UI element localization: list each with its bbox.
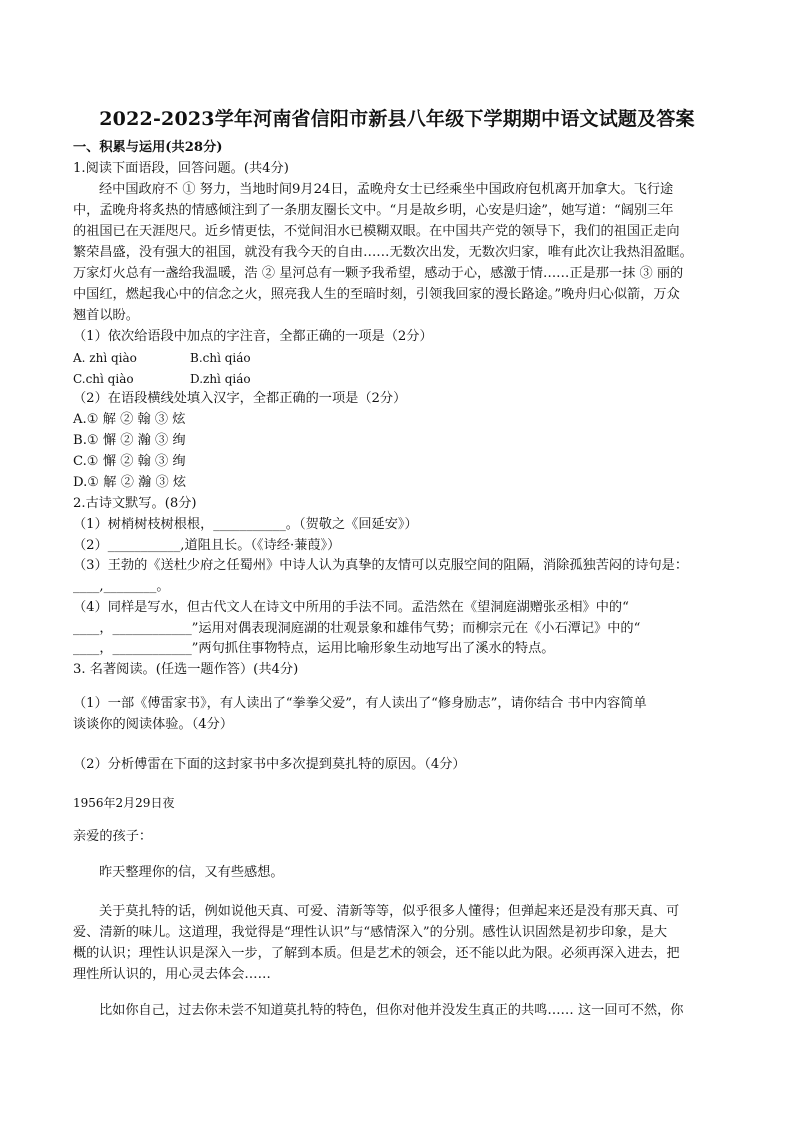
recitation-line: ____，____________”运用对偶表现洞庭湖的壮观景象和雄伟气势；而柳宗元在《小石潭记》中的“ xyxy=(73,621,641,636)
letter-date: 1956年2月29日夜 xyxy=(73,796,175,810)
passage-line: 中国红，燃起我心中的信念之火，照亮我人生的至暗时刻，引领我回家的漫长路途。”晚舟归心似箭，万众 xyxy=(73,287,680,302)
recitation-line: （1）树梢树枝树根根，___________。（贺敬之《回延安》） xyxy=(73,517,418,532)
letter-paragraph: 理性所认识的，用心灵去体会…… xyxy=(73,967,271,982)
passage-line: 中，孟晚舟将炙热的情感倾注到了一条朋友圈长文中。“月是故乡明，心安是归途”，她写道：“阔别三年 xyxy=(73,203,674,218)
passage-line: 万家灯火总有一盏给我温暖，浩 ② 星河总有一颗予我希望，感动于心，感激于情……正是那一抹 ③ 丽的 xyxy=(73,266,684,281)
sub-question-2: （2）在语段横线处填入汉字，全都正确的一项是（2分） xyxy=(73,391,407,406)
option-d: D.① 解 ② 瀚 ③ 炫 xyxy=(73,475,187,490)
letter-salutation: 亲爱的孩子： xyxy=(73,829,153,844)
sub-question-1: （1）依次给语段中加点的字注音，全都正确的一项是（2分） xyxy=(73,329,433,344)
passage-line: 繁荣昌盛，没有强大的祖国，就没有我今天的自由……无数次出发，无数次归家，唯有此次让我热泪盈眶。 xyxy=(73,245,693,260)
sub-question-1: （1）一部《傅雷家书》，有人读出了“拳拳父爱”，有人读出了“修身励志”，请你结合 书中内容简单 xyxy=(73,696,647,711)
passage-line: 经中国政府不 ① 努力，当地时间9月24日，孟晚舟女士已经乘坐中国政府包机离开加拿大。飞行途 xyxy=(99,182,674,197)
recitation-line: ____,________。 xyxy=(73,579,170,594)
letter-paragraph: 概的认识；理性认识是深入一步，了解到本质。但是艺术的领会，还不能以此为限。必须再深入进去，把 xyxy=(73,946,680,961)
option-b: B.chì qiáo xyxy=(190,351,251,365)
option-c: C.① 懈 ② 翰 ③ 绚 xyxy=(73,454,186,469)
recitation-line: （3）王勃的《送杜少府之任蜀州》中诗人认为真挚的友情可以克服空间的阻隔，消除孤独苦闷的诗句是： xyxy=(73,558,689,573)
letter-paragraph: 比如你自己，过去你未尝不知道莫扎特的特色，但你对他并没发生真正的共鸣…… 这一回可不然，你 xyxy=(99,1003,684,1018)
letter-paragraph: 关于莫扎特的话，例如说他天真、可爱、清新等等，似乎很多人懂得；但弹起来还是没有那天真、可 xyxy=(99,904,680,919)
sub-question-2: （2）分析傅雷在下面的这封家书中多次提到莫扎特的原因。（4分） xyxy=(73,757,466,772)
letter-paragraph: 昨天整理你的信，又有些感想。 xyxy=(99,865,284,880)
page-title: 2022-2023学年河南省信阳市新县八年级下学期期中语文试题及答案 xyxy=(99,108,695,130)
question-3-heading: 3. 名著阅读。(任选一题作答）(共4分) xyxy=(73,662,299,677)
recitation-line: （4）同样是写水，但古代文人在诗文中所用的手法不同。孟浩然在《望洞庭湖赠张丞相》中的“ xyxy=(73,600,629,615)
passage-line: 的祖国已在天涯咫尺。近乡情更怯，不觉间泪水已模糊双眼。在中国共产党的领导下，我们的祖国正走向 xyxy=(73,224,680,239)
letter-paragraph: 爱、清新的味儿。这道理，我觉得是“理性认识”与“感情深入”的分别。感性认识固然是初步印象，是大 xyxy=(73,925,668,940)
option-d: D.zhì qiáo xyxy=(190,372,251,386)
recitation-line: （2）___________,道阻且长。（《诗经·蒹葭》） xyxy=(73,538,341,553)
option-a: A.① 解 ② 翰 ③ 炫 xyxy=(73,412,186,427)
passage-line: 翘首以盼。 xyxy=(73,308,139,323)
option-b: B.① 懈 ② 瀚 ③ 绚 xyxy=(73,433,186,448)
recitation-line: ____，____________”两句抓住事物特点，运用比喻形象生动地写出了溪水的特点。 xyxy=(73,641,555,656)
section-heading: 一、积累与运用(共28分) xyxy=(73,140,223,155)
question-2-heading: 2.古诗文默写。(8分) xyxy=(73,496,197,511)
sub-question-1: 谈谈你的阅读体验。（4分） xyxy=(73,717,234,732)
option-a: A. zhì qiào xyxy=(73,351,137,365)
option-c: C.chì qiào xyxy=(73,372,134,386)
question-1-heading: 1.阅读下面语段，回答问题。(共4分) xyxy=(73,161,289,176)
